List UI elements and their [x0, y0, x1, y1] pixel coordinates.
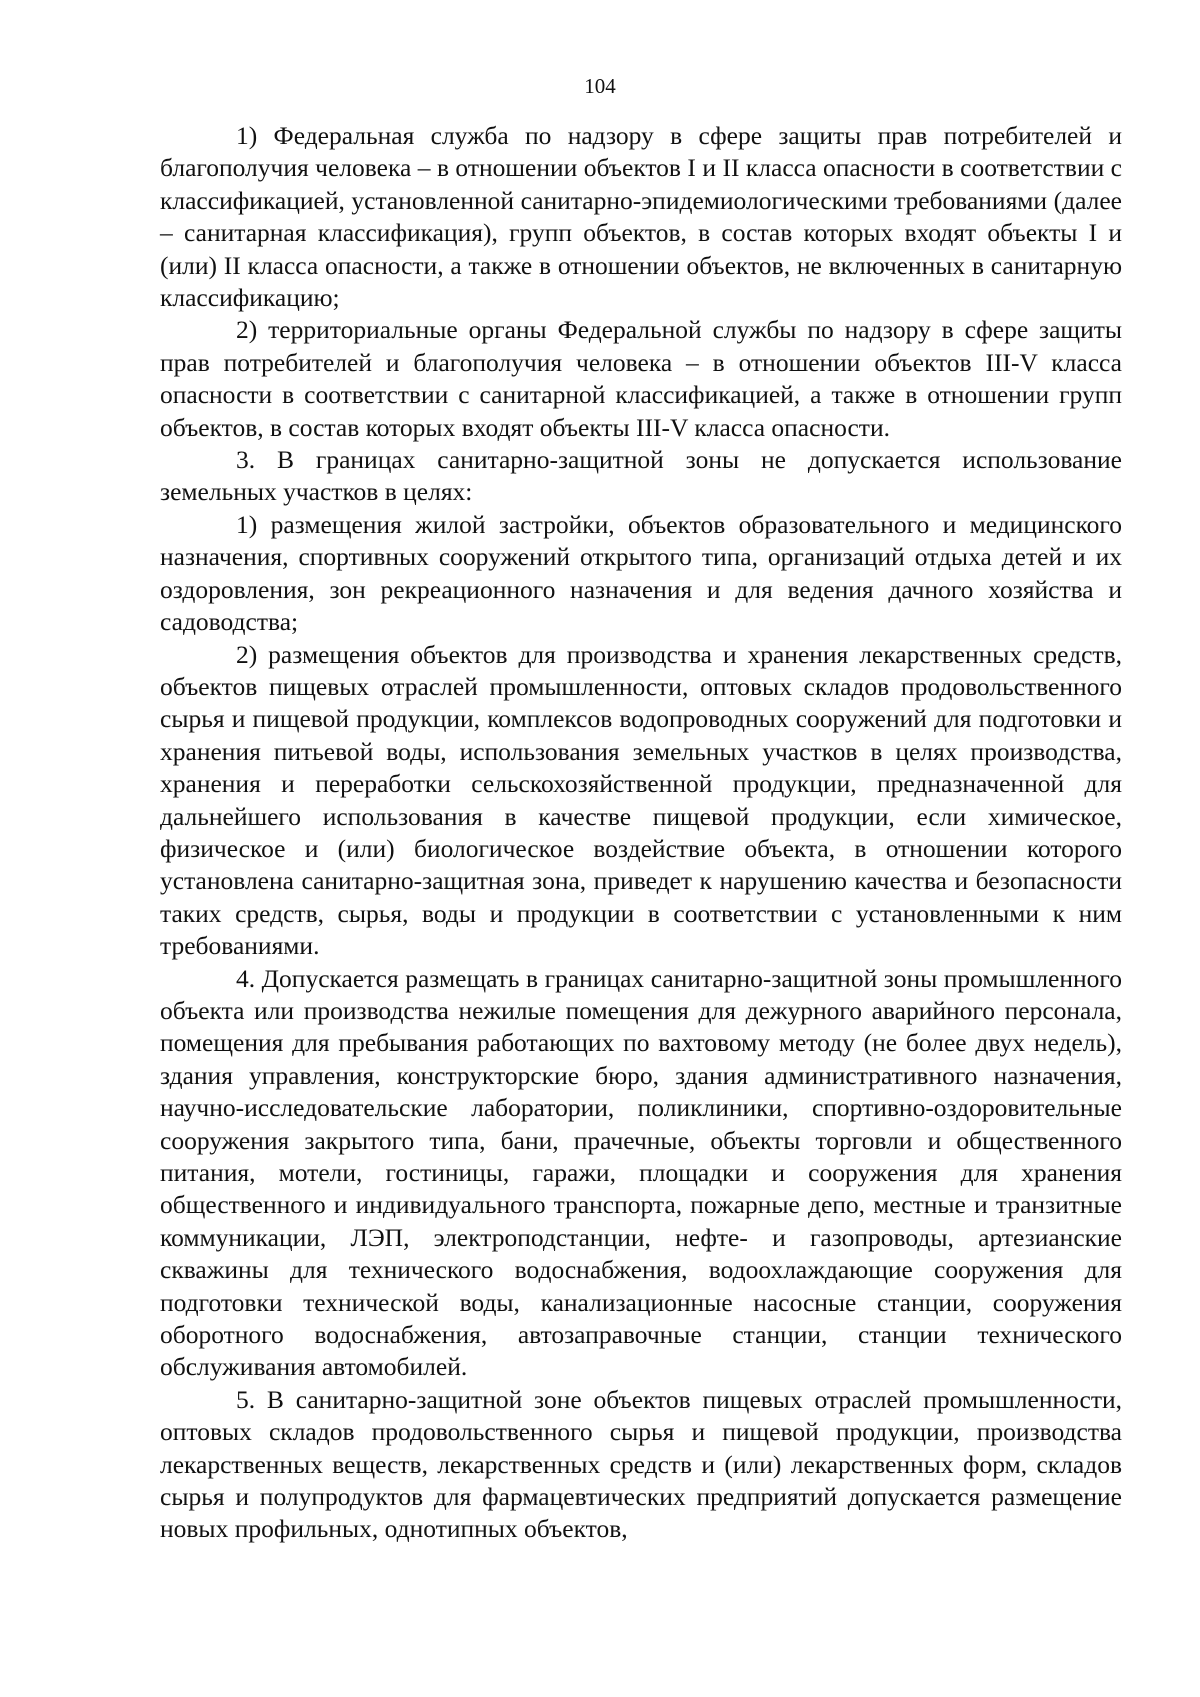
paragraph-clause-4: 4. Допускается размещать в границах санитарно-защитной зоны промышленного объекта или производства нежилые помещения для дежурного аварийного персонала, помещения для пребывания работающих по вахтовому методу (не более двух недель), здания управления, конструкторские бюро, здания административного назначения, научно-исследовательские лаборатории, поликлиники, спортивно-оздоровительные сооружения закрытого типа, бани, прачечные, объекты торговли и общественного питания, мотели, гостиницы, гаражи, площадки и сооружения для хранения общественного и индивидуального транспорта, пожарные депо, местные и транзитные коммуникации, ЛЭП, электроподстанции, нефте- и газопроводы, артезианские скважины для технического водоснабжения, водоохлаждающие сооружения для подготовки технической воды, канализационные насосные станции, сооружения оборотного водоснабжения, автозаправочные станции, станции технического обслуживания автомобилей. — [160, 963, 1122, 1382]
paragraph-item-2-territorial-bodies: 2) территориальные органы Федеральной службы по надзору в сфере защиты прав потребителей и благополучия человека – в отношении объектов III-V класса опасности в соответствии с санитарной классификацией, а также в отношении групп объектов, в состав которых входят объекты III-V класса опасности. — [160, 315, 1122, 442]
paragraph-clause-3-item-2: 2) размещения объектов для производства и хранения лекарственных средств, объектов пищевых отраслей промышленности, оптовых складов продовольственного сырья и пищевой продукции, комплексов водопроводных сооружений для подготовки и хранения питьевой воды, использования земельных участков в целях производства, хранения и переработки сельскохозяйственной продукции, предназначенной для дальнейшего использования в качестве пищевой продукции, если химическое, физическое и (или) биологическое воздействие объекта, в отношении которого установлена санитарно-защитная зона, приведет к нарушению качества и безопасности таких средств, сырья, воды и продукции в соответствии с установленными к ним требованиями. — [160, 639, 1122, 961]
document-body — [160, 120, 1122, 1546]
paragraph-clause-5: 5. В санитарно-защитной зоне объектов пищевых отраслей промышленности, оптовых складов продовольственного сырья и пищевой продукции, производства лекарственных веществ, лекарственных средств и (или) лекарственных форм, складов сырья и полупродуктов для фармацевтических предприятий допускается размещение новых профильных, однотипных объектов, — [160, 1384, 1122, 1544]
page-number: 104 — [584, 74, 616, 98]
paragraph-item-1-federal-service: 1) Федеральная служба по надзору в сфере защиты прав потребителей и благополучия человека – в отношении объектов I и II класса опасности в соответствии с классификацией, установленной санитарно-эпидемиологическими требованиями (далее – санитарная классификация), групп объектов, в состав которых входят объекты I и (или) II класса опасности, а также в отношении объектов, не включенных в санитарную классификацию; — [160, 121, 1122, 313]
paragraph-clause-3: 3. В границах санитарно-защитной зоны не допускается использование земельных участков в целях: — [160, 445, 1122, 507]
paragraph-clause-3-item-1: 1) размещения жилой застройки, объектов образовательного и медицинского назначения, спортивных сооружений открытого типа, организаций отдыха детей и их оздоровления, зон рекреационного назначения и для ведения дачного хозяйства и садоводства; — [160, 509, 1122, 637]
